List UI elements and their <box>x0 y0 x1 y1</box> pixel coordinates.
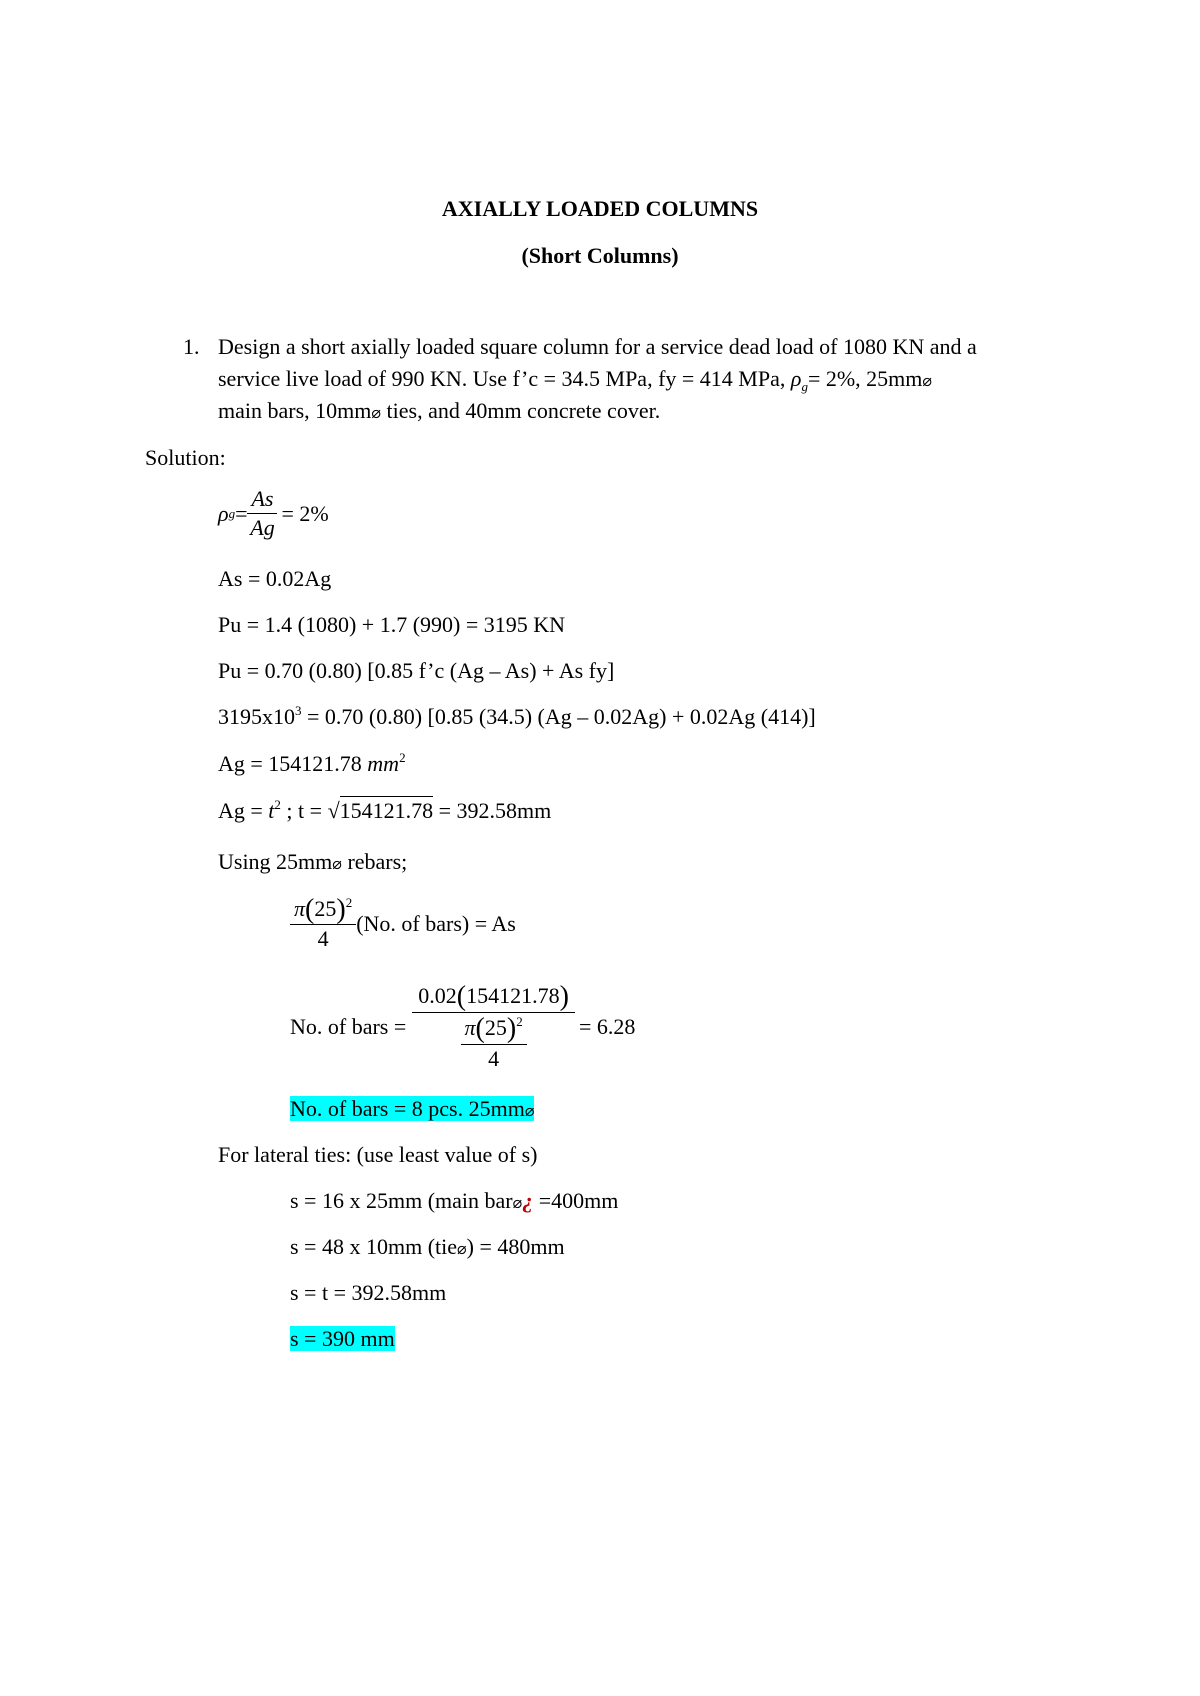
bar-area-numerator: $\pi(25)^2$ <box>290 898 356 925</box>
problem-number: 1. <box>183 334 200 359</box>
problem-line-1: Design a short axially loaded square column for a service dead load of 1080 KN and a <box>218 334 977 359</box>
sqrt-icon: √ <box>327 798 340 823</box>
ratio-denominator: Ag <box>250 515 275 540</box>
rho-symbol: ρ <box>790 366 802 391</box>
bar-area-text: (No. of bars) = As <box>356 911 516 937</box>
bar-area-equation <box>290 894 516 952</box>
diameter-icon: ⌀ <box>371 403 382 422</box>
number-of-bars-answer <box>290 1098 534 1120</box>
s2-text: s = 48 x 10mm (tie <box>290 1234 458 1259</box>
ag-unit: mm <box>367 751 400 776</box>
s2-result: ) = 480mm <box>466 1234 565 1259</box>
s1-text: s = 16 x 25mm (main bar <box>290 1188 513 1213</box>
lateral-ties-label: For lateral ties: (use least value of s) <box>218 1142 538 1167</box>
t-variable: t <box>268 798 275 823</box>
diameter-icon: ⌀ <box>457 1239 467 1258</box>
sqrt-radicand: 154121.78 <box>339 798 434 823</box>
bar-area-denominator: 4 <box>317 926 329 952</box>
s1-result: =400mm <box>533 1188 619 1213</box>
agt-result: = 392.58mm <box>433 798 552 823</box>
exponent: 2 <box>274 797 281 812</box>
page-subtitle: (Short Columns) <box>521 243 679 268</box>
ag-t-equation <box>218 797 552 823</box>
nbars-result: = 6.28 <box>578 1014 636 1040</box>
agt-lhs: Ag = <box>218 798 269 823</box>
pu-equation-1: Pu = 1.4 (1080) + 1.7 (990) = 3195 KN <box>218 612 566 637</box>
rho-subscript: g <box>801 379 808 394</box>
nbars-fraction <box>412 981 575 1071</box>
problem-line-3-text: main bars, 10mm <box>218 398 372 423</box>
ag-equation <box>218 750 406 776</box>
rho-symbol: ρ <box>218 500 229 526</box>
solution-label: Solution: <box>145 445 226 470</box>
nbars-denominator <box>461 1013 527 1069</box>
nbars-highlight <box>290 1096 534 1121</box>
problem-line-3-text-b: ties, and 40mm concrete cover. <box>386 398 661 423</box>
bar-diameter: 25 <box>484 1015 507 1041</box>
using-rebars-line <box>218 851 407 873</box>
nbars-ag: 154121.78 <box>466 983 560 1008</box>
pu-equation-2: Pu = 0.70 (0.80) [0.85 f’c (Ag – As) + As fy] <box>218 658 615 683</box>
problem-line-2 <box>218 366 933 394</box>
nbars-coef: 0.02 <box>418 983 457 1008</box>
exponent: 2 <box>345 895 353 910</box>
bar-diameter: 25 <box>314 896 337 921</box>
ratio-result: = 2% <box>281 500 329 526</box>
number-of-bars-equation <box>290 981 636 1071</box>
diameter-icon: ⌀ <box>512 1193 523 1212</box>
as-equation: As = 0.02Ag <box>218 566 332 591</box>
nbars-inner-denominator: 4 <box>488 1045 500 1071</box>
agt-middle: ; t = <box>280 798 328 823</box>
tie-spacing-2 <box>290 1236 565 1258</box>
problem-line-2-text: service live load of 990 KN. Use f’c = 34.5 MPa, fy = 414 MPa, <box>218 366 791 391</box>
pu3-lhs: 3195x10 <box>218 704 295 729</box>
exponent: 2 <box>516 1014 523 1030</box>
bar-area-fraction <box>290 894 356 952</box>
pu-equation-3 <box>218 703 816 729</box>
using-text: Using 25mm <box>218 849 333 874</box>
nbars-label: No. of bars = <box>290 1014 407 1040</box>
problem-line-3 <box>218 400 660 422</box>
ratio-fraction <box>247 488 277 539</box>
nbars-inner-numerator: $\pi(25)^2$ <box>461 1017 527 1044</box>
diameter-icon: ⌀ <box>332 854 342 873</box>
exponent: 3 <box>295 703 302 718</box>
pu3-rhs: = 0.70 (0.80) [0.85 (34.5) (Ag – 0.02Ag) + 0.02Ag (414)] <box>301 704 816 729</box>
tie-spacing-1 <box>290 1190 618 1212</box>
ratio-numerator: As <box>247 488 277 514</box>
pi-symbol: π <box>294 896 306 921</box>
nbars-inner-fraction <box>461 1013 527 1071</box>
using-text-b: rebars; <box>341 849 408 874</box>
ag-value: Ag = 154121.78 <box>218 751 368 776</box>
s-final-highlight: s = 390 mm <box>290 1326 395 1351</box>
diameter-icon: ⌀ <box>524 1101 535 1120</box>
exponent: 2 <box>399 750 406 765</box>
problem-line-2-text-b: = 2%, 25mm <box>807 366 923 391</box>
nbars-final-text: No. of bars = 8 pcs. 25mm <box>290 1096 525 1121</box>
nbars-numerator: 0.02(154121.78) <box>412 985 575 1013</box>
steel-ratio-equation: ρ g = $\frac{As}{Ag}$ = 2% <box>218 486 329 540</box>
page-title: AXIALLY LOADED COLUMNS <box>441 196 759 221</box>
pi-symbol: π <box>464 1015 476 1041</box>
red-mark: ¿ <box>522 1188 534 1213</box>
diameter-icon: ⌀ <box>922 371 933 390</box>
tie-spacing-answer <box>290 1328 395 1350</box>
tie-spacing-3: s = t = 392.58mm <box>290 1280 447 1305</box>
